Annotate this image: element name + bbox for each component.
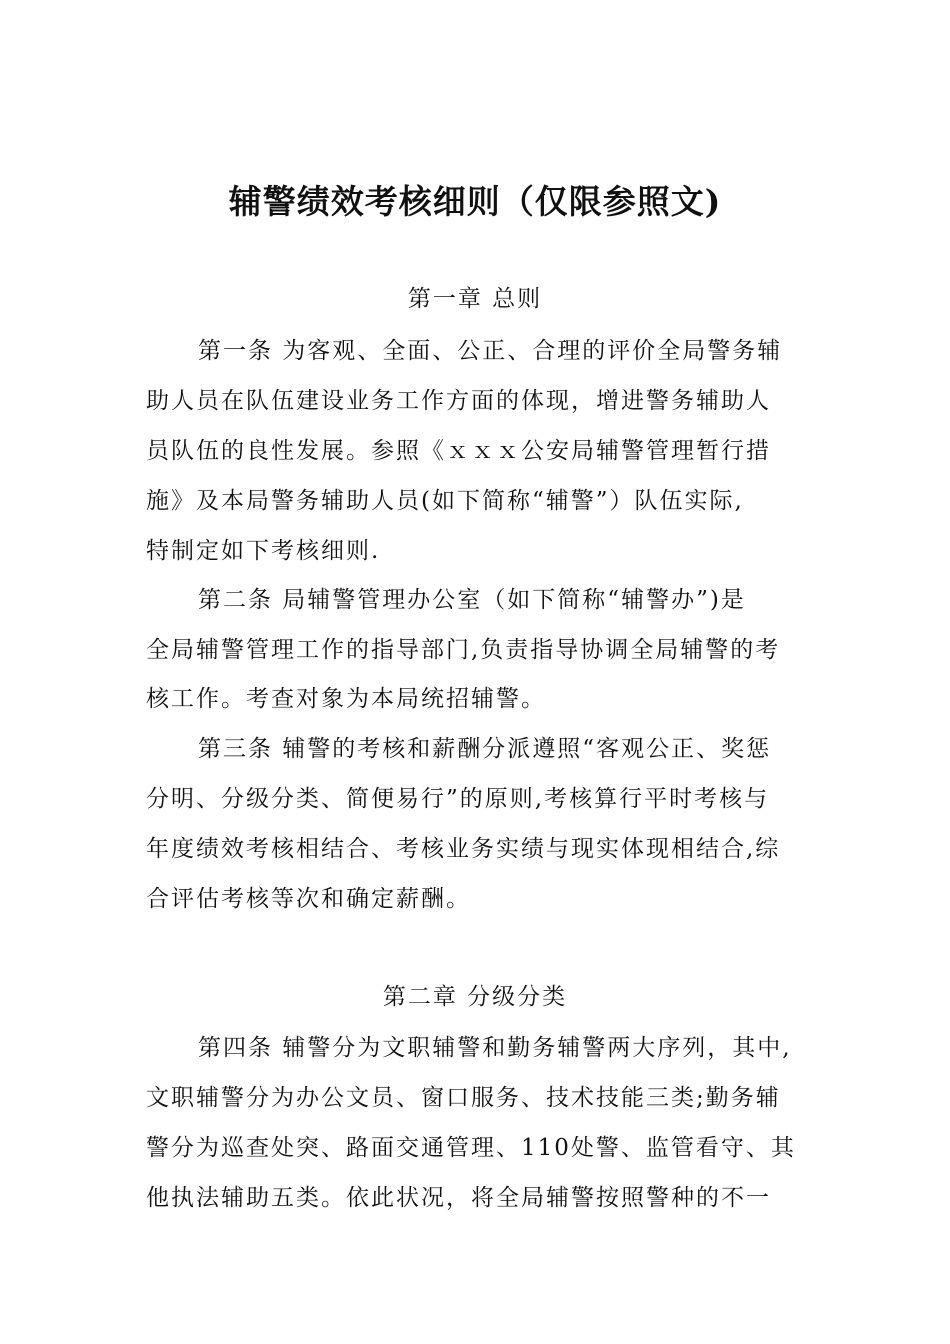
paragraph-line: 他执法辅助五类。依此状况，将全局辅警按照警种的不一 [146,1185,771,1211]
paragraph-line: 第二条 局辅警管理办公室（如下简称“辅警办”)是 [198,587,746,613]
paragraph-line: 警分为巡查处突、路面交通管理、110处警、监管看守、其 [146,1135,796,1161]
paragraph-line: 第一条 为客观、全面、公正、合理的评价全局警务辅 [198,338,783,364]
paragraph-line: 文职辅警分为办公文员、窗口服务、技术技能三类;勤务辅 [146,1085,781,1111]
paragraph-line: 第四条 辅警分为文职辅警和勤务辅警两大序列，其中, [198,1035,792,1061]
paragraph-line: 全局辅警管理工作的指导部门,负责指导协调全局辅警的考 [146,637,781,663]
paragraph-line: 合评估考核等次和确定薪酬。 [146,886,471,912]
paragraph-line: 施》及本局警务辅助人员(如下简称“辅警”）队伍实际, [146,488,744,514]
paragraph-line: 分明、分级分类、简便易行”的原则,考核算行平时考核与 [146,786,770,812]
chapter-heading: 第二章 分级分类 [382,984,568,1010]
paragraph-line: 助人员在队伍建设业务工作方面的体现，增进警务辅助人 [146,388,771,414]
paragraph-line: 核工作。考查对象为本局统招辅警。 [146,686,546,712]
paragraph-line: 特制定如下考核细则. [146,538,381,564]
document-title: 辅警绩效考核细则（仅限参照文) [228,182,722,221]
paragraph-line: 第三条 辅警的考核和薪酬分派遵照“客观公正、奖惩 [198,736,772,762]
paragraph-line: 年度绩效考核相结合、考核业务实绩与现实体现相结合,综 [146,836,781,862]
chapter-heading: 第一章 总则 [407,286,543,312]
paragraph-line: 员队伍的良性发展。参照《ｘｘｘ公安局辅警管理暂行措 [146,438,771,464]
